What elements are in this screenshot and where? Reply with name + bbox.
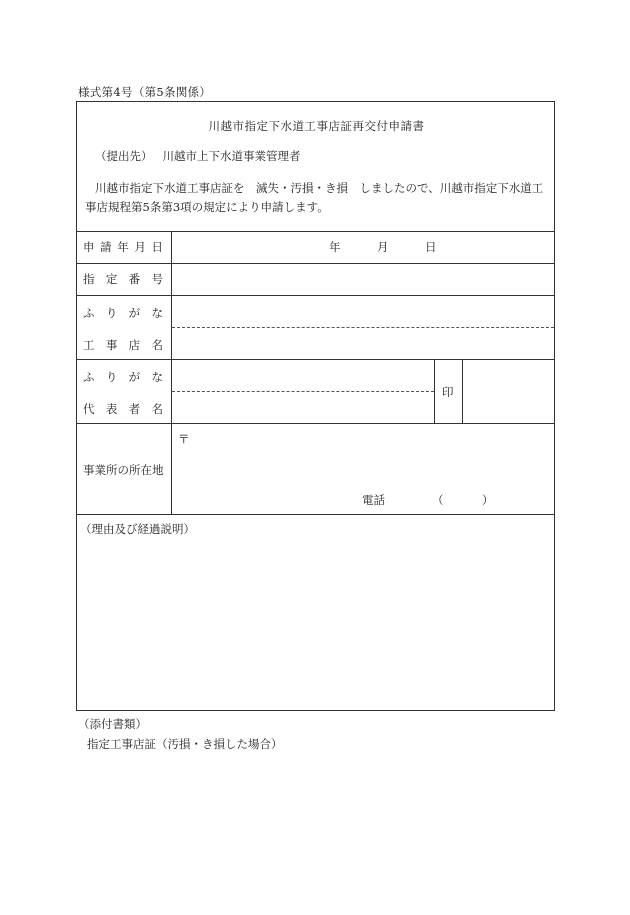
office-address-label: 事業所の所在地 bbox=[83, 463, 164, 477]
shop-name-label: 工 事 店 名 bbox=[83, 338, 163, 352]
column-divider bbox=[171, 231, 172, 514]
attachment-item: 指定工事店証（汚損・き損した場合） bbox=[87, 737, 283, 751]
date-year-label: 年 bbox=[329, 240, 341, 254]
seal-label: 印 bbox=[442, 385, 454, 399]
attachments-heading: （添付書類） bbox=[78, 717, 147, 731]
shop-furigana-label: ふ り が な bbox=[83, 306, 163, 320]
application-statement: 川越市指定下水道工事店証を 滅失・汚損・き損 しましたので、川越市指定下水道工事店規程第5条第3項の規定により申請します。 bbox=[85, 181, 544, 214]
divider bbox=[77, 423, 554, 424]
seal-divider-right bbox=[462, 359, 463, 423]
divider bbox=[77, 359, 554, 360]
date-day-label: 日 bbox=[425, 240, 437, 254]
seal-divider-left bbox=[434, 359, 435, 423]
dashed-divider bbox=[172, 391, 434, 392]
divider bbox=[77, 514, 554, 515]
reason-label: （理由及び経過説明） bbox=[80, 522, 195, 536]
phone-open-paren: （ bbox=[432, 493, 444, 507]
divider bbox=[77, 231, 554, 232]
application-date-label: 申 請 年 月 日 bbox=[83, 240, 163, 254]
recipient-name: 川越市上下水道事業管理者 bbox=[162, 149, 301, 163]
designation-number-label: 指 定 番 号 bbox=[83, 272, 163, 286]
divider bbox=[77, 295, 554, 296]
recipient-label: （提出先） bbox=[95, 149, 153, 163]
form-title: 川越市指定下水道工事店証再交付申請書 bbox=[208, 119, 425, 133]
phone-close-paren: ） bbox=[482, 493, 494, 507]
application-form bbox=[76, 101, 555, 711]
postal-mark: 〒 bbox=[178, 432, 190, 446]
representative-name-label: 代 表 者 名 bbox=[83, 402, 163, 416]
divider bbox=[77, 263, 554, 264]
date-month-label: 月 bbox=[377, 240, 389, 254]
phone-label: 電話 bbox=[362, 493, 385, 507]
representative-furigana-label: ふ り が な bbox=[83, 370, 163, 384]
form-number-label: 様式第4号（第5条関係） bbox=[78, 85, 212, 99]
recipient-line bbox=[95, 148, 301, 164]
dashed-divider bbox=[172, 327, 554, 328]
